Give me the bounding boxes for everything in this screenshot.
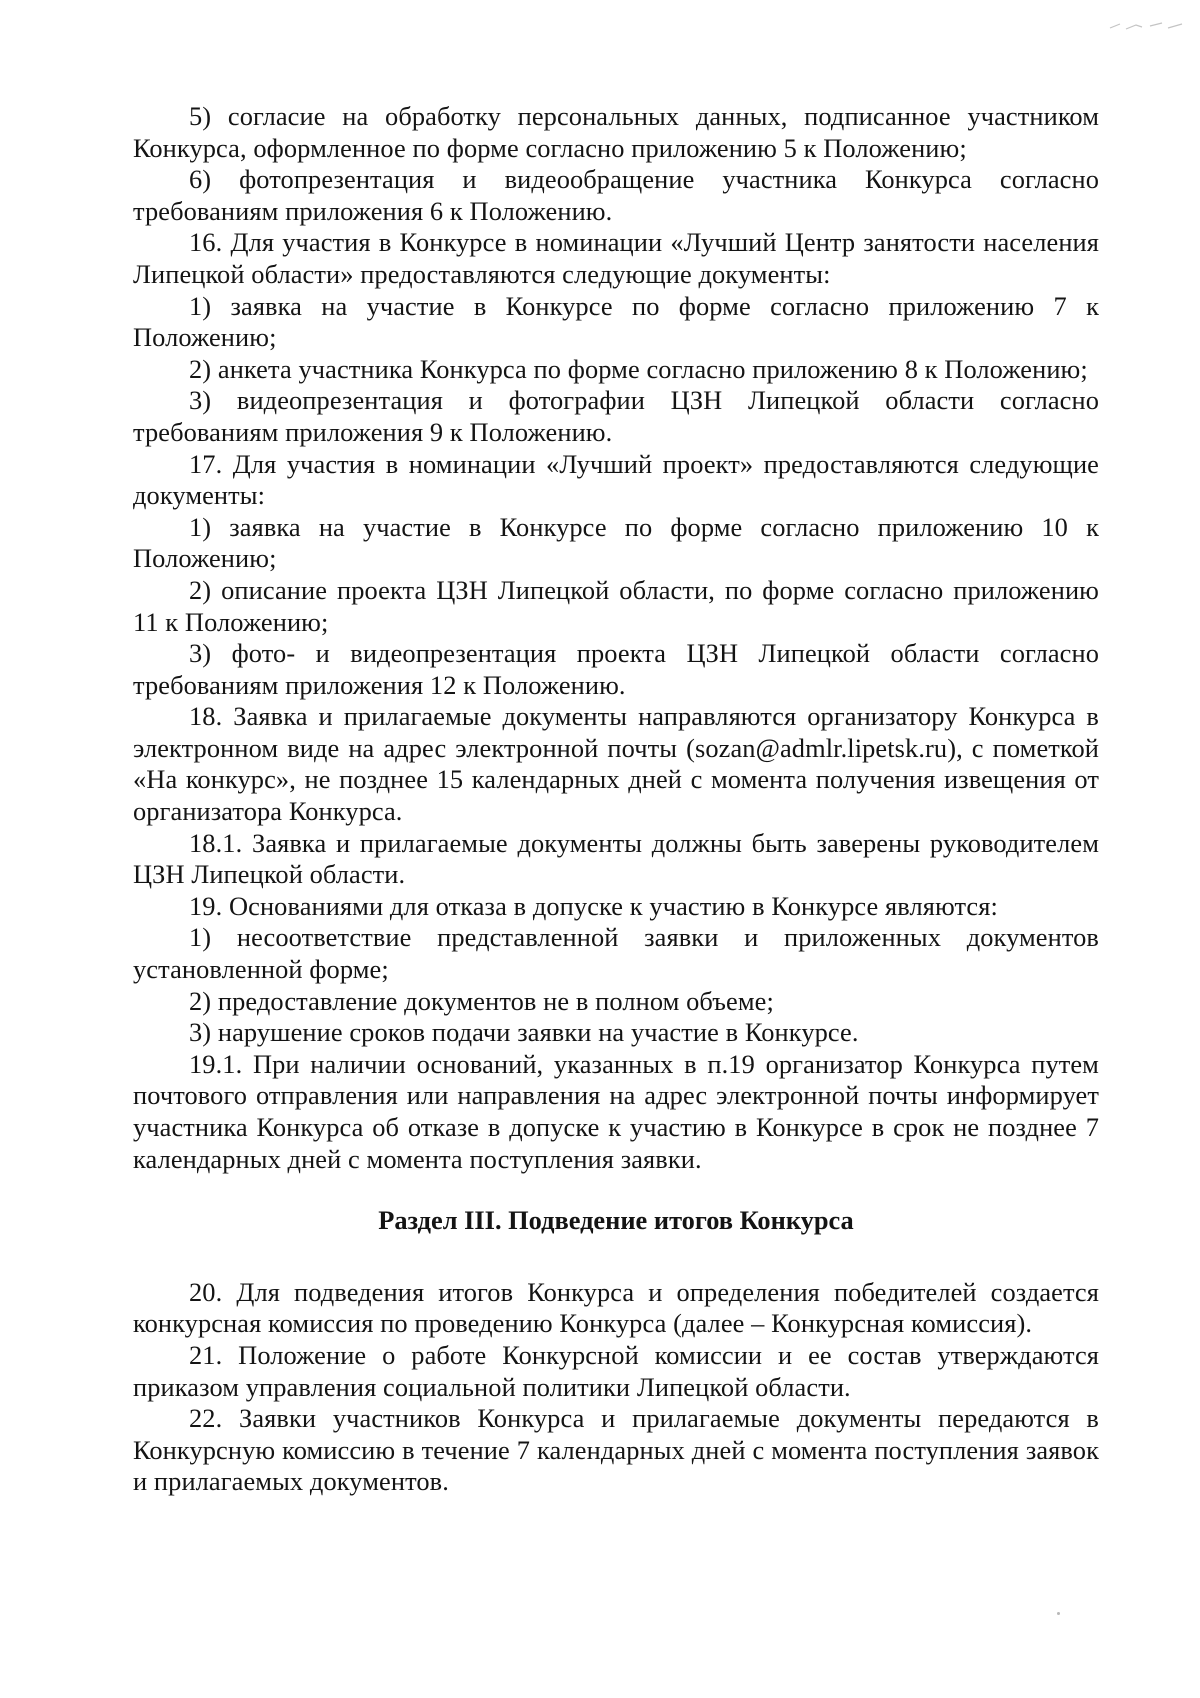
paragraph-16-item-2-questionnaire: 2) анкета участника Конкурса по форме согласно приложению 8 к Положению;: [189, 353, 1088, 384]
paragraph-19-item-2-incomplete: 2) предоставление документов не в полном объеме;: [189, 985, 774, 1016]
document-body: [133, 101, 1099, 1498]
paragraph-18-1-certification: 18.1. Заявка и прилагаемые документы должны быть заверены руководителем ЦЗН Липецкой области.: [133, 827, 1099, 890]
paragraph-22-applications-transfer: 22. Заявки участников Конкурса и прилагаемые документы передаются в Конкурсную комиссию в течение 7 календарных дней с момента поступления заявок и прилагаемых документов.: [133, 1403, 1099, 1497]
paragraph-18-submission: 18. Заявка и прилагаемые документы направляются организатору Конкурса в электронном виде на адрес электронной почты (sozan@admlr.lipetsk.ru), с пометкой «На конкурс», не позднее 15 календарных дней с момента получения извещения от организатора Конкурса.: [133, 701, 1099, 827]
paragraph-21-commission-regulation: 21. Положение о работе Конкурсной комиссии и ее состав утверждаются приказом управления социальной политики Липецкой области.: [133, 1339, 1099, 1402]
paragraph-17-best-project-nomination: 17. Для участия в номинации «Лучший проект» предоставляются следующие документы:: [133, 448, 1099, 511]
scan-artifact-mark: [1106, 18, 1186, 34]
paragraph-20-commission: 20. Для подведения итогов Конкурса и определения победителей создается конкурсная комиссия по проведению Конкурса (далее – Конкурсная комиссия).: [133, 1276, 1099, 1339]
paragraph-19-refusal-grounds: 19. Основаниями для отказа в допуске к участию в Конкурсе являются:: [189, 890, 998, 921]
paragraph-17-item-3-photo-video: 3) фото- и видеопрезентация проекта ЦЗН Липецкой области согласно требованиям приложения 12 к Положению.: [133, 638, 1099, 700]
paragraph-item-5-consent: 5) согласие на обработку персональных данных, подписанное участником Конкурса, оформленное по форме согласно приложению 5 к Положению;: [133, 101, 1099, 163]
paragraph-17-item-2-project-description: 2) описание проекта ЦЗН Липецкой области, по форме согласно приложению 11 к Положению;: [133, 574, 1099, 637]
paragraph-17-item-1-application: 1) заявка на участие в Конкурсе по форме согласно приложению 10 к Положению;: [133, 511, 1099, 574]
paragraph-19-item-3-deadline: 3) нарушение сроков подачи заявки на участие в Конкурсе.: [189, 1017, 859, 1048]
paragraph-19-1-notification: 19.1. При наличии оснований, указанных в п.19 организатор Конкурса путем почтового отправления или направления на адрес электронной почты информирует участника Конкурса об отказе в допуске к участию в Конкурсе в срок не позднее 7 календарных дней с момента поступления заявки.: [133, 1048, 1099, 1174]
paragraph-16-item-1-application: 1) заявка на участие в Конкурсе по форме согласно приложению 7 к Положению;: [133, 290, 1099, 353]
paragraph-16-best-center-nomination: 16. Для участия в Конкурсе в номинации «Лучший Центр занятости населения Липецкой области» предоставляются следующие документы:: [133, 227, 1099, 289]
scan-speck: [1057, 1612, 1060, 1615]
section-heading: Раздел III. Подведение итогов Конкурса: [378, 1205, 854, 1236]
paragraph-item-6-photo-presentation: 6) фотопрезентация и видеообращение участника Конкурса согласно требованиям приложения 6 к Положению.: [133, 164, 1099, 226]
paragraph-19-item-1-nonconformity: 1) несоответствие представленной заявки и приложенных документов установленной форме;: [133, 922, 1099, 985]
paragraph-16-item-3-video-presentation: 3) видеопрезентация и фотографии ЦЗН Липецкой области согласно требованиям приложения 9 к Положению.: [133, 385, 1099, 447]
